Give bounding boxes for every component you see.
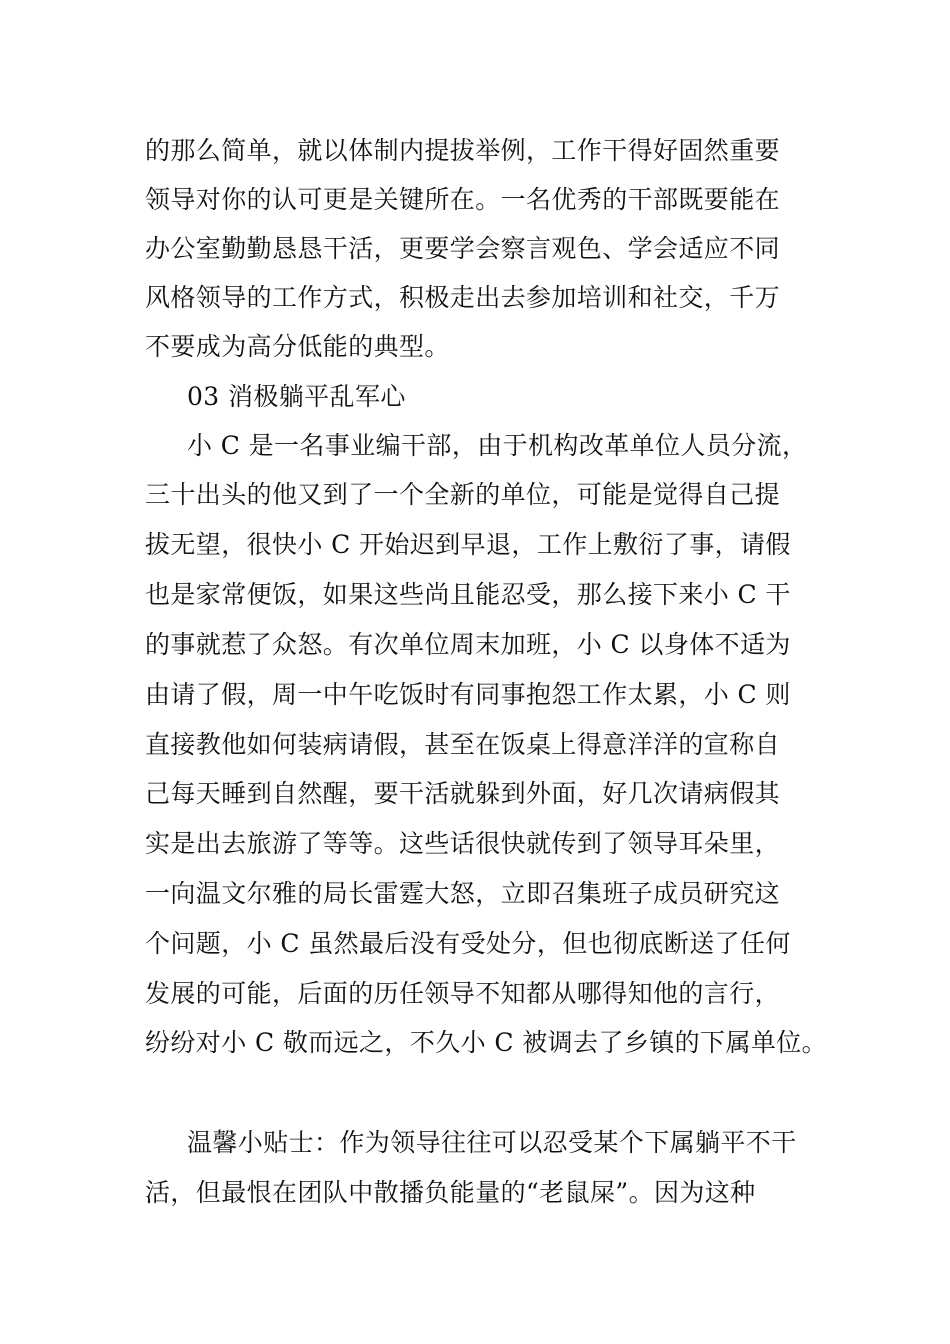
paragraph-line: 由请了假，周一中午吃饭时有同事抱怨工作太累，小 C 则 [145, 680, 791, 709]
paragraph-line: 的事就惹了众怒。有次单位周末加班，小 C 以身体不适为 [145, 630, 791, 659]
section-heading: 03 消极躺平乱军心 [187, 382, 406, 411]
paragraph-line: 直接教他如何装病请假，甚至在饭桌上得意洋洋的宣称自 [145, 730, 781, 759]
paragraph-line: 不要成为高分低能的典型。 [145, 332, 450, 361]
paragraph-line: 领导对你的认可更是关键所在。一名优秀的干部既要能在 [145, 185, 781, 214]
paragraph-line: 一向温文尔雅的局长雷霆大怒，立即召集班子成员研究这 [145, 879, 781, 908]
paragraph-line: 个问题，小 C 虽然最后没有受处分，但也彻底断送了任何 [145, 929, 791, 958]
paragraph-line: 拔无望，很快小 C 开始迟到早退，工作上敷衍了事，请假 [145, 530, 791, 559]
paragraph-line: 办公室勤勤恳恳干活，更要学会察言观色、学会适应不同 [145, 234, 781, 263]
tip-line: 活，但最恨在团队中散播负能量的“老鼠屎”。因为这种 [145, 1178, 756, 1207]
paragraph-line: 三十出头的他又到了一个全新的单位，可能是觉得自己提 [145, 480, 781, 509]
paragraph-line: 的那么简单，就以体制内提拔举例，工作干得好固然重要 [145, 136, 781, 165]
paragraph-line: 己每天睡到自然醒，要干活就躲到外面，好几次请病假其 [145, 779, 781, 808]
paragraph-line: 发展的可能，后面的历任领导不知都从哪得知他的言行， [145, 979, 781, 1008]
paragraph-line: 风格领导的工作方式，积极走出去参加培训和社交，千万 [145, 283, 781, 312]
paragraph-line: 实是出去旅游了等等。这些话很快就传到了领导耳朵里， [145, 829, 781, 858]
paragraph-line: 小 C 是一名事业编干部，由于机构改革单位人员分流， [187, 431, 808, 460]
paragraph-line: 纷纷对小 C 敬而远之，不久小 C 被调去了乡镇的下属单位。 [145, 1028, 828, 1057]
paragraph-line: 也是家常便饭，如果这些尚且能忍受，那么接下来小 C 干 [145, 580, 791, 609]
tip-line: 温馨小贴士：作为领导往往可以忍受某个下属躺平不干 [187, 1128, 797, 1157]
